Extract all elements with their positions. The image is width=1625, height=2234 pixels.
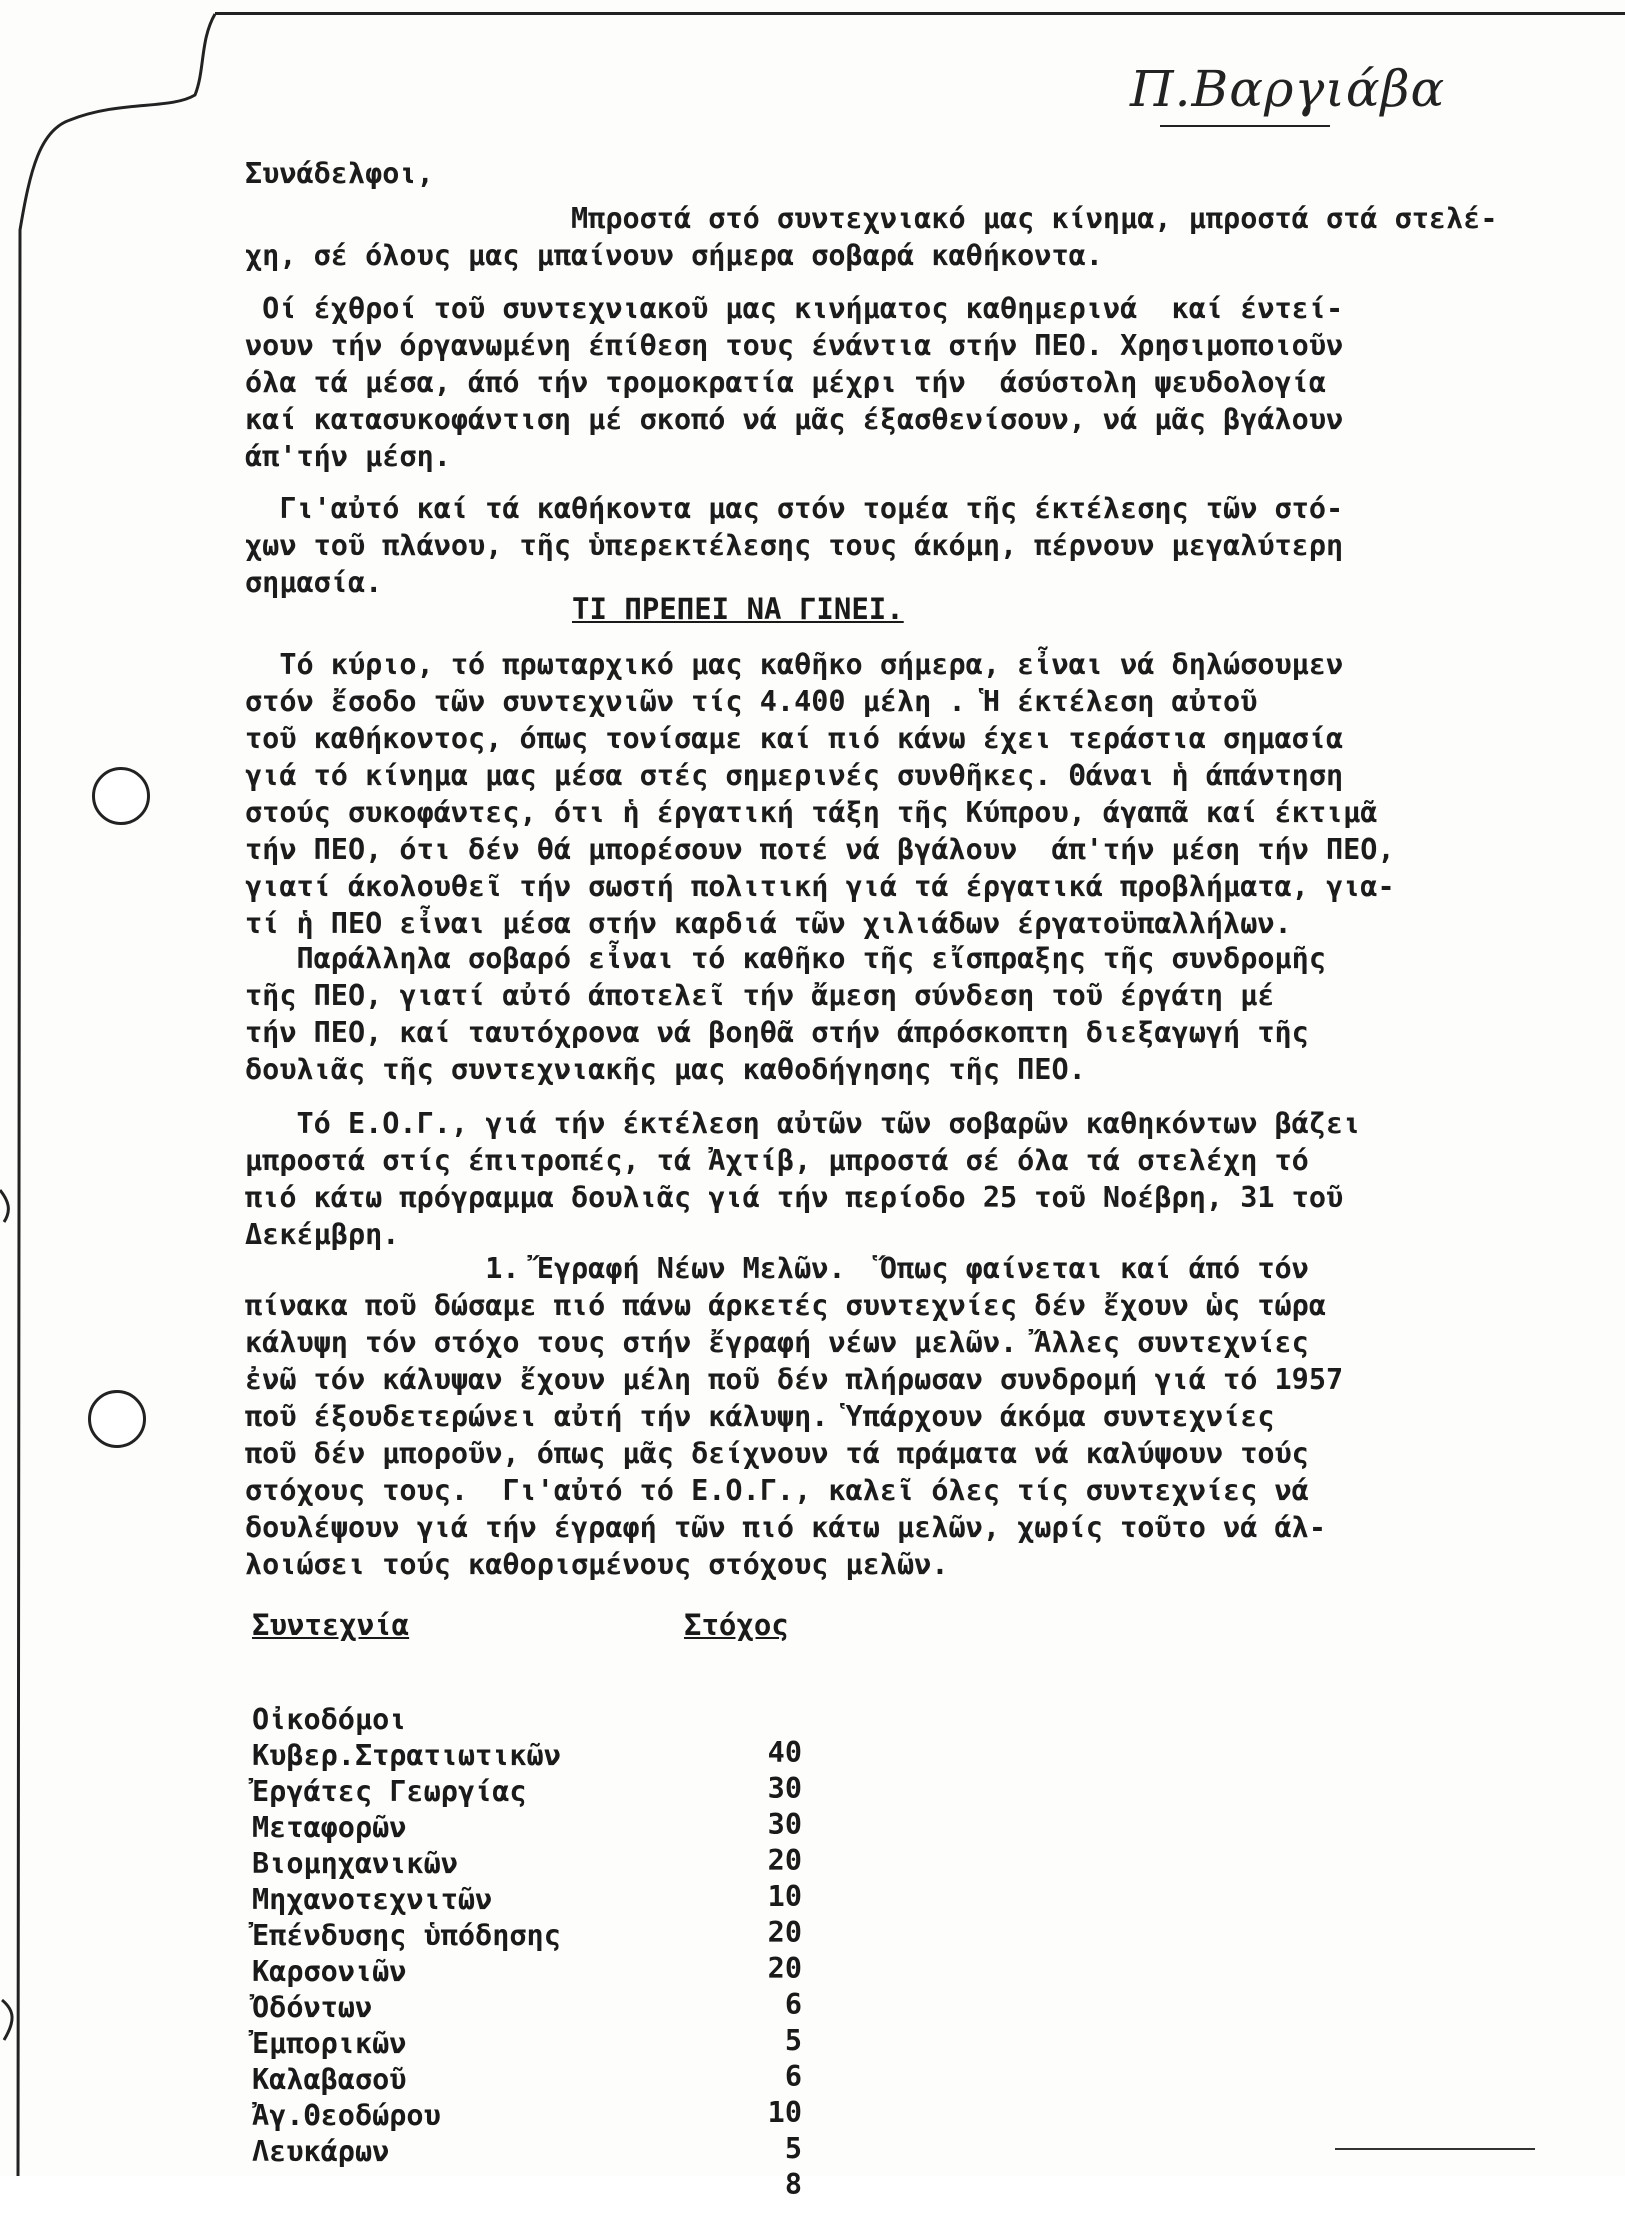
text-line: 1. Ἔγραφή Νέων Μελῶν. Ὅπως φαίνεται καί άπό τόν: [245, 1252, 1309, 1285]
union-name: Ἐμπορικῶν: [252, 2027, 407, 2060]
table-header-target: Στόχος: [684, 1608, 789, 1642]
union-name: Βιομηχανικῶν: [252, 1847, 458, 1880]
union-name: Οἰκοδόμοι: [252, 1703, 407, 1736]
target-value: 20: [767, 1844, 802, 1877]
paragraph-2: [245, 290, 1585, 475]
target-value: 6: [784, 1988, 802, 2021]
text-line: λοιώσει τούς καθορισμένους στόχους μελῶν.: [245, 1548, 949, 1581]
target-value: 10: [767, 2096, 802, 2129]
text-line: ἐνῶ τόν κάλυψαν ἔχουν μέλη ποῦ δέν πλήρωσαν συνδρομή γιά τό 1957: [245, 1363, 1344, 1396]
section-heading: ΤΙ ΠΡΕΠΕΙ ΝΑ ΓΙΝΕΙ.: [572, 592, 904, 626]
paragraph-1: [245, 200, 1585, 274]
handwritten-signature: Π.Βαργιάβα: [1130, 60, 1446, 118]
union-name: Λευκάρων: [252, 2135, 390, 2168]
text-line: νουν τήν όργανωμένη έπίθεση τους ένάντια στήν ΠΕΟ. Χρησιμοποιοῦν: [245, 329, 1344, 362]
target-value: 10: [767, 1880, 802, 1913]
target-value: 5: [784, 2024, 802, 2057]
text-line: άπ'τήν μέση.: [245, 440, 451, 473]
table-header-union: Συντεχνία: [252, 1608, 410, 1642]
text-line: γιά τό κίνημα μας μέσα στές σημερινές συνθῆκες. Θάναι ἡ άπάντηση: [245, 759, 1344, 792]
target-value: 6: [784, 2060, 802, 2093]
text-line: τί ἡ ΠΕΟ εἶναι μέσα στήν καρδιά τῶν χιλιάδων έργατοϋπαλλήλων.: [245, 907, 1292, 940]
salutation: Συνάδελφοι,: [245, 157, 434, 190]
text-line: πίνακα ποῦ δώσαμε πιό πάνω άρκετές συντεχνίες δέν ἔχουν ὡς τώρα: [245, 1289, 1326, 1322]
signature-underline: [1160, 125, 1330, 127]
text-line: Οί έχθροί τοῦ συντεχνιακοῦ μας κινήματος καθημερινά καί έντεί-: [245, 292, 1344, 325]
text-line: δουλιᾶς τῆς συντεχνιακῆς μας καθοδήγησης τῆς ΠΕΟ.: [245, 1053, 1086, 1086]
text-line: Γι'αὐτό καί τά καθήκοντα μας στόν τομέα τῆς έκτέλεσης τῶν στό-: [245, 492, 1344, 525]
table-row: [252, 2102, 872, 2201]
text-line: στόν ἔσοδο τῶν συντεχνιῶν τίς 4.400 μέλη . Ἡ έκτέλεση αὐτοῦ: [245, 685, 1258, 718]
text-line: Μπροστά στό συντεχνιακό μας κίνημα, μπροστά στά στελέ-: [245, 202, 1498, 235]
torn-left-edge: [0, 0, 240, 2176]
target-value: 30: [767, 1772, 802, 1805]
target-value: 20: [767, 1952, 802, 1985]
text-line: δουλέψουν γιά τήν έγραφή τῶν πιό κάτω μελῶν, χωρίς τοῦτο νά άλ-: [245, 1511, 1326, 1544]
text-line: Τό Ε.Ο.Γ., γιά τήν έκτέλεση αὐτῶν τῶν σοβαρῶν καθηκόντων βάζει: [245, 1107, 1361, 1140]
text-line: Παράλληλα σοβαρό εἶναι τό καθῆκο τῆς εἴσπραξης τῆς συνδρομῆς: [245, 942, 1326, 975]
paragraph-7: [245, 1250, 1585, 1583]
union-name: Ἐργάτες Γεωργίας: [252, 1775, 527, 1808]
union-name: Ἀγ.Θεοδώρου: [252, 2099, 441, 2132]
target-value: 40: [767, 1736, 802, 1769]
text-line: ποῦ έξουδετερώνει αὐτή τήν κάλυψη. Ὑπάρχουν άκόμα συντεχνίες: [245, 1400, 1275, 1433]
text-line: τῆς ΠΕΟ, γιατί αὐτό άποτελεῖ τήν ἄμεση σύνδεση τοῦ έργάτη μέ: [245, 979, 1275, 1012]
text-line: χη, σέ όλους μας μπαίνουν σήμερα σοβαρά καθήκοντα.: [245, 239, 1103, 272]
text-line: καί κατασυκοφάντιση μέ σκοπό νά μᾶς έξασθενίσουν, νά μᾶς βγάλουν: [245, 403, 1344, 436]
top-border-line: [215, 12, 1625, 15]
union-name: Ὀδόντων: [252, 1991, 373, 2024]
union-name: Κυβερ.Στρατιωτικῶν: [252, 1739, 561, 1772]
footer-mark: [1335, 2148, 1535, 2150]
target-value: 8: [784, 2168, 802, 2201]
text-line: στόχους τους. Γι'αὐτό τό Ε.Ο.Γ., καλεῖ όλες τίς συντεχνίες νά: [245, 1474, 1309, 1507]
text-line: μπροστά στίς έπιτροπές, τά Ἀχτίβ, μπροστά σέ όλα τά στελέχη τό: [245, 1144, 1309, 1177]
target-value: 30: [767, 1808, 802, 1841]
paragraph-4: [245, 646, 1585, 942]
paragraph-3: [245, 490, 1585, 601]
union-name: Μηχανοτεχνιτῶν: [252, 1883, 493, 1916]
paragraph-5: [245, 940, 1585, 1088]
text-line: τοῦ καθήκοντος, όπως τονίσαμε καί πιό κάνω έχει τεράστια σημασία: [245, 722, 1344, 755]
text-line: τήν ΠΕΟ, ότι δέν θά μπορέσουν ποτέ νά βγάλουν άπ'τήν μέση τήν ΠΕΟ,: [245, 833, 1395, 866]
text-line: πιό κάτω πρόγραμμα δουλιᾶς γιά τήν περίοδο 25 τοῦ Νοέβρη, 31 τοῦ: [245, 1181, 1344, 1214]
text-line: γιατί άκολουθεῖ τήν σωστή πολιτική γιά τά έργατικά προβλήματα, για-: [245, 870, 1395, 903]
text-line: όλα τά μέσα, άπό τήν τρομοκρατία μέχρι τήν άσύστολη ψευδολογία: [245, 366, 1326, 399]
text-line: τήν ΠΕΟ, καί ταυτόχρονα νά βοηθᾶ στήν άπρόσκοπτη διεξαγωγή τῆς: [245, 1016, 1309, 1049]
text-line: Δεκέμβρη.: [245, 1218, 400, 1251]
text-line: χων τοῦ πλάνου, τῆς ὑπερεκτέλεσης τους άκόμη, πέρνουν μεγαλύτερη: [245, 529, 1344, 562]
text-line: ποῦ δέν μποροῦν, όπως μᾶς δείχνουν τά πράματα νά καλύψουν τούς: [245, 1437, 1309, 1470]
paragraph-6: [245, 1105, 1585, 1253]
union-name: Ἐπένδυσης ὑπόδησης: [252, 1919, 561, 1952]
text-line: σημασία.: [245, 566, 383, 599]
target-value: 5: [784, 2132, 802, 2165]
union-name: Καρσονιῶν: [252, 1955, 407, 1988]
text-line: κάλυψη τόν στόχο τους στήν ἔγραφή νέων μελῶν. Ἄλλες συντεχνίες: [245, 1326, 1309, 1359]
text-line: Τό κύριο, τό πρωταρχικό μας καθῆκο σήμερα, εἶναι νά δηλώσουμεν: [245, 648, 1344, 681]
punch-hole: [88, 1390, 146, 1448]
punch-hole: [92, 767, 150, 825]
union-name: Μεταφορῶν: [252, 1811, 407, 1844]
text-line: στούς συκοφάντες, ότι ἡ έργατική τάξη τῆς Κύπρου, άγαπᾶ καί έκτιμᾶ: [245, 796, 1378, 829]
union-name: Καλαβασοῦ: [252, 2063, 407, 2096]
target-value: 20: [767, 1916, 802, 1949]
